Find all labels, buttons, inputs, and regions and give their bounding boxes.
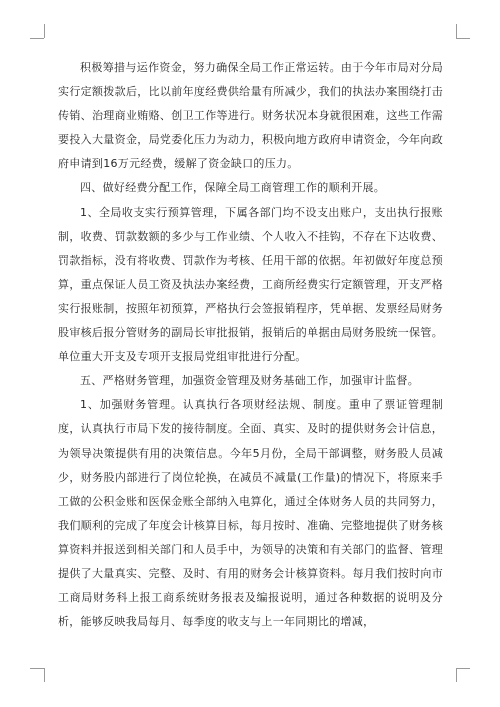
crop-mark-bottom-right-horizontal <box>456 668 470 669</box>
crop-mark-bottom-left-horizontal <box>30 668 44 669</box>
section-heading-four: 四、做好经费分配工作，保障全局工商管理工作的顺利开展。 <box>80 181 386 195</box>
paragraph-financial-management: 1、加强财务管理。认真执行各项财经法规、制度。重申了票证管理制度，认真执行市局下发的接待制度。全面、真实、及时的提供财务会计信息，为领导决策提供有用的决策信息。今年5月份，全局干部调整，财务股人员减少，财务股内部进行了岗位轮换，在减员不减量(工作量)的情况下，将原来手工做的公积金账和医保金账全部纳入电算化，通过全体财务人员的共同努力，我们顺利的完成了年度会计核算目标，每月按时、准确、完整地提供了财务核算资料并报送到相关部门和人员手中，为领导的决策和有关部门的监督、管理提供了大量真实、完整、及时、有用的财务会计核算资料。每月我们按时向市工商局财务科上报工商系统财务报表及编报说明，通过各种数据的说明及分析，能够反映我局每月、每季度的收支与上一年同期比的增减， <box>58 398 443 629</box>
paragraph-budget-management: 1、全局收支实行预算管理，下属各部门均不设支出账户，支出执行报账制，收费、罚款数额的多少与工作业绩、个人收入不挂钩，不存在下达收费、罚款指标，没有将收费、罚款作为考核、任用干部的依据。年初做好年度总预算，重点保证人员工资及执法办案经费，工商所经费实行定额管理，开支严格实行报账制，按照年初预算，严格执行会签报销程序，凭单据、发票经局财务股审核后报分管财务的副局长审批报销，报销后的单据由局财务股统一保管。单位重大开支及专项开支报局党组审批进行分配。 <box>58 205 443 364</box>
crop-mark-bottom-left-vertical <box>44 668 45 682</box>
crop-mark-bottom-right-vertical <box>456 668 457 682</box>
crop-mark-top-left-horizontal <box>30 38 44 39</box>
section-heading-five: 五、严格财务管理，加强资金管理及财务基础工作，加强审计监督。 <box>80 374 419 388</box>
crop-mark-top-left-vertical <box>44 24 45 38</box>
crop-mark-top-right-vertical <box>456 24 457 38</box>
paragraph-funding: 积极筹措与运作资金，努力确保全局工作正常运转。由于今年市局对分局实行定额拨款后，比以前年度经费供给量有所减少，我们的执法办案围绕打击传销、治理商业贿赂、创卫工作等进行。财务状况本身就很困难，这些工作需要投入大量资金，局党委化压力为动力，积极向地方政府申请资金，今年向政府申请到16万元经费，缓解了资金缺口的压力。 <box>58 61 443 171</box>
document-body <box>58 56 443 634</box>
crop-mark-top-right-horizontal <box>456 38 470 39</box>
